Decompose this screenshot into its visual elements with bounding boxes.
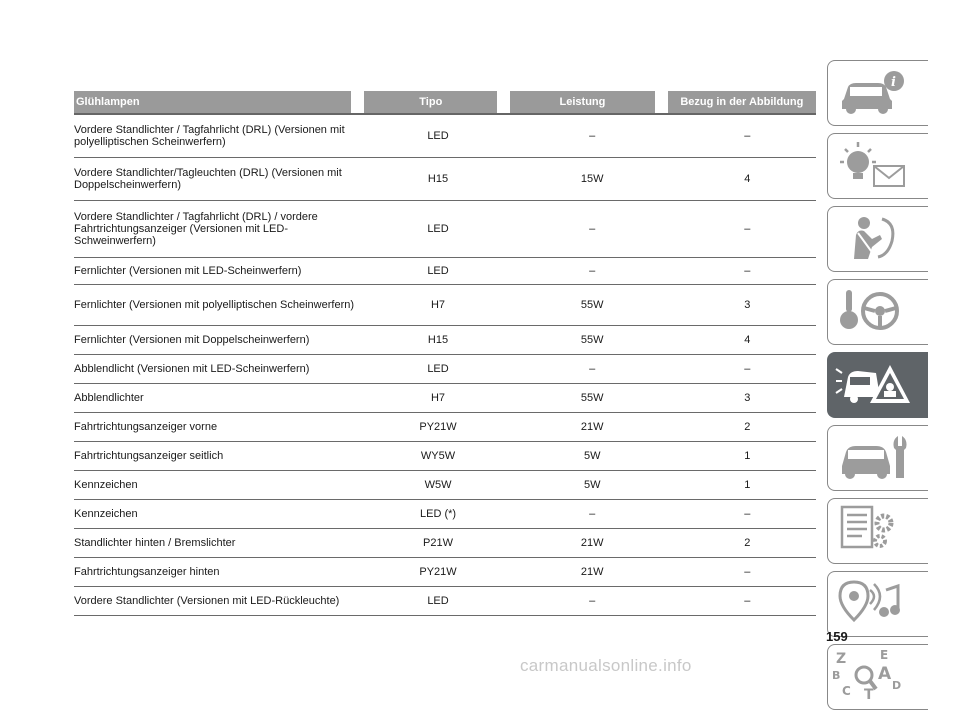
cell-power: –	[589, 265, 596, 277]
table-row	[74, 158, 816, 201]
cell-bulb: Kennzeichen	[74, 479, 138, 491]
cell-power: 5W	[583, 450, 601, 462]
cell-power: 5W	[583, 479, 601, 491]
cell-bulb: Abblendlicht (Versionen mit LED-Scheinwerfern)	[74, 363, 310, 375]
cell-bulb: Vordere Standlichter / Tagfahrlicht (DRL) / vordere Fahrtrichtungsanzeiger (Versionen mit LED-Schweinwerfern)	[74, 211, 318, 247]
table-body	[74, 115, 816, 616]
cell-bulb: Abblendlichter	[74, 392, 144, 404]
cell-power: 21W	[580, 537, 604, 549]
warning-lights-icon	[834, 138, 914, 192]
cell-type: H7	[430, 299, 446, 311]
cell-bulb: Vordere Standlichter (Versionen mit LED-Rückleuchte)	[74, 595, 340, 607]
index-letter-b: B	[832, 669, 841, 682]
cell-figure-ref: –	[744, 223, 751, 235]
cell-power: –	[589, 223, 596, 235]
technical-data-icon	[834, 503, 914, 557]
tab-emergency[interactable]	[827, 352, 928, 418]
cell-power: 15W	[580, 173, 604, 185]
cell-type: PY21W	[419, 566, 457, 578]
cell-figure-ref: –	[744, 130, 751, 142]
cell-figure-ref: 2	[744, 537, 751, 549]
cell-type: LED	[427, 223, 449, 235]
header-type: Tipo	[364, 91, 497, 113]
cell-power: –	[589, 363, 596, 375]
cell-bulb: Vordere Standlichter / Tagfahrlicht (DRL) (Versionen mit polyelliptischen Scheinwerfern)	[74, 124, 345, 148]
cell-figure-ref: –	[744, 566, 751, 578]
cell-figure-ref: 4	[744, 334, 751, 346]
cell-figure-ref: –	[744, 508, 751, 520]
table-row	[74, 500, 816, 529]
table-row	[74, 587, 816, 616]
header-power: Leistung	[510, 91, 654, 113]
cell-type: WY5W	[420, 450, 456, 462]
page-number: 159	[826, 629, 848, 644]
cell-power: 55W	[580, 299, 604, 311]
cell-bulb: Fernlichter (Versionen mit polyelliptischen Scheinwerfern)	[74, 299, 355, 311]
maintenance-icon	[834, 430, 914, 484]
cell-power: –	[589, 508, 596, 520]
table-row	[74, 285, 816, 326]
cell-figure-ref: 1	[744, 479, 751, 491]
cell-power: 55W	[580, 334, 604, 346]
cell-power: 21W	[580, 421, 604, 433]
index-letter-a: A	[878, 664, 892, 684]
cell-bulb: Fernlichter (Versionen mit Doppelscheinwerfern)	[74, 334, 310, 346]
table-row	[74, 413, 816, 442]
table-row	[74, 201, 816, 258]
cell-figure-ref: –	[744, 363, 751, 375]
cell-power: 55W	[580, 392, 604, 404]
index-letter-z: Z	[836, 651, 847, 667]
cell-power: –	[589, 595, 596, 607]
table-row	[74, 326, 816, 355]
cell-type: H15	[427, 173, 449, 185]
index-icon	[834, 649, 914, 703]
bulb-table	[74, 91, 816, 616]
tab-safety[interactable]	[827, 206, 928, 272]
cell-bulb: Standlichter hinten / Bremslichter	[74, 537, 236, 549]
multimedia-icon	[834, 576, 914, 630]
cell-bulb: Fernlichter (Versionen mit LED-Scheinwerfern)	[74, 265, 302, 277]
header-bulbs: Glühlampen	[74, 91, 351, 113]
cell-type: H15	[427, 334, 449, 346]
cell-figure-ref: –	[744, 265, 751, 277]
index-letter-e: E	[880, 648, 889, 662]
key-steering-icon	[834, 284, 914, 338]
cell-figure-ref: 3	[744, 299, 751, 311]
cell-figure-ref: –	[744, 595, 751, 607]
cell-type: LED	[427, 595, 449, 607]
table-row	[74, 471, 816, 500]
cell-type: P21W	[423, 537, 453, 549]
table-row	[74, 558, 816, 587]
tab-multimedia[interactable]	[827, 571, 928, 637]
tab-maintenance[interactable]	[827, 425, 928, 491]
cell-type: LED	[427, 363, 449, 375]
cell-figure-ref: 1	[744, 450, 751, 462]
table-row	[74, 258, 816, 285]
cell-type: PY21W	[419, 421, 457, 433]
chapter-sidebar	[827, 60, 928, 717]
cell-figure-ref: 4	[744, 173, 751, 185]
tab-index[interactable]	[827, 644, 928, 710]
svg-text:i: i	[891, 75, 896, 90]
table-row	[74, 529, 816, 558]
table-row	[74, 355, 816, 384]
header-figure-ref: Bezug in der Abbildung	[668, 91, 816, 113]
cell-type: LED (*)	[419, 508, 457, 520]
cell-bulb: Vordere Standlichter/Tagleuchten (DRL) (Versionen mit Doppelscheinwerfern)	[74, 167, 342, 191]
tab-warning-lights[interactable]	[827, 133, 928, 199]
cell-bulb: Fahrtrichtungsanzeiger seitlich	[74, 450, 224, 462]
index-letter-c: C	[842, 684, 851, 698]
cell-bulb: Kennzeichen	[74, 508, 138, 520]
cell-type: W5W	[424, 479, 452, 491]
watermark: carmanualsonline.info	[520, 656, 692, 675]
tab-starting-driving[interactable]	[827, 279, 928, 345]
cell-type: H7	[430, 392, 446, 404]
table-header	[74, 91, 816, 115]
cell-power: 21W	[580, 566, 604, 578]
table-row	[74, 384, 816, 413]
cell-figure-ref: 3	[744, 392, 751, 404]
table-row	[74, 442, 816, 471]
cell-power: –	[589, 130, 596, 142]
index-letter-d: D	[892, 679, 902, 692]
tab-technical-data[interactable]	[827, 498, 928, 564]
safety-airbag-icon	[834, 211, 914, 265]
cell-bulb: Fahrtrichtungsanzeiger vorne	[74, 421, 218, 433]
cell-bulb: Fahrtrichtungsanzeiger hinten	[74, 566, 220, 578]
cell-type: LED	[427, 130, 449, 142]
cell-figure-ref: 2	[744, 421, 751, 433]
index-letter-t: T	[864, 687, 874, 703]
cell-type: LED	[427, 265, 449, 277]
breakdown-icon	[834, 357, 914, 411]
car-info-icon	[834, 65, 914, 119]
table-row	[74, 115, 816, 158]
tab-car-info[interactable]	[827, 60, 928, 126]
